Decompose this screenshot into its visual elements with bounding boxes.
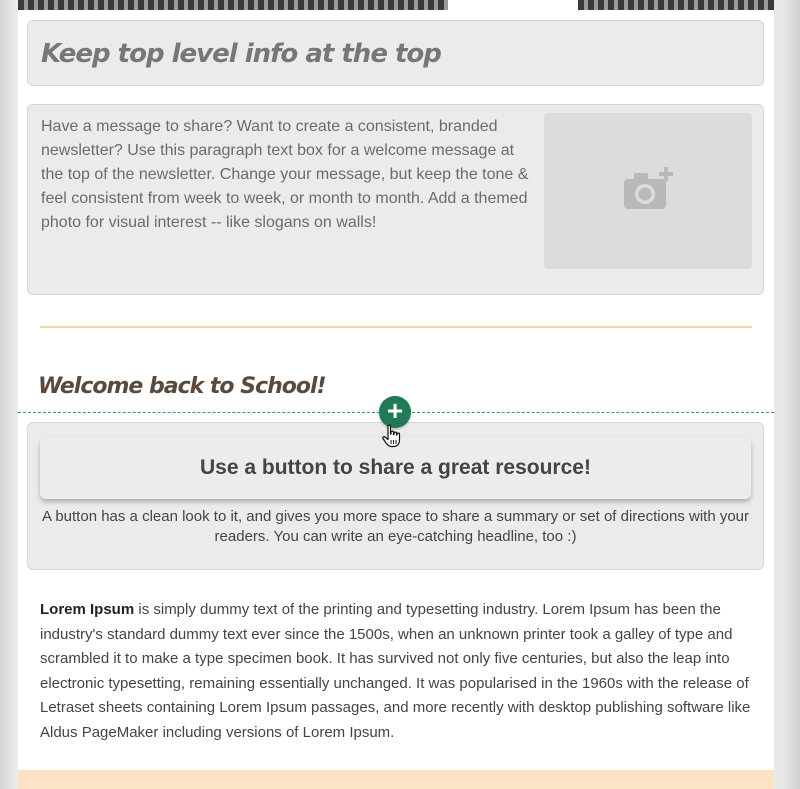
intro-message-text[interactable]: Have a message to share? Want to create a consistent, branded newsletter? Use this paragraph text box for a welcome message at the top of the newsletter. Change your message, but keep the tone & feel consistent from week to week, or month to month. Add a themed photo for visual interest -- like slogans on walls!: [41, 118, 529, 231]
footer-band: [18, 770, 774, 789]
button-description[interactable]: A button has a clean look to it, and gives you more space to share a summary or set of directions with your readers. You can write an eye-catching headline, too :): [41, 508, 750, 545]
section-title[interactable]: Welcome back to School!: [38, 374, 326, 399]
add-photo-icon: [622, 165, 674, 213]
hand-pointer-icon: [381, 424, 403, 448]
body-bold-lead: Lorem Ipsum: [40, 601, 135, 618]
page-title: Keep top level info at the top: [41, 39, 441, 69]
newsletter-page: [18, 10, 774, 789]
intro-message-block[interactable]: [27, 104, 764, 295]
header-photo-gap: [448, 0, 578, 10]
body-text: is simply dummy text of the printing and typesetting industry. Lorem Ipsum has been the industry's standard dummy text ever since the 1500s, when an unknown printer took a galley of type and scrambled it to make a type specimen book. It has survived not only five centuries, but also the leap into electronic typesetting, remaining essentially unchanged. It was popularised in the 1960s with the release of Letraset sheets containing Lorem Ipsum passages, and more recently with desktop publishing software like Aldus PageMaker including versions of Lorem Ipsum.: [40, 601, 751, 741]
headline-block[interactable]: [27, 20, 764, 86]
photo-placeholder[interactable]: [544, 113, 752, 269]
add-block-button[interactable]: +: [379, 396, 411, 428]
header-photo-strip: [18, 0, 774, 10]
body-paragraph[interactable]: [40, 598, 756, 745]
resource-button[interactable]: Use a button to share a great resource!: [40, 437, 751, 499]
section-divider: [40, 326, 752, 328]
